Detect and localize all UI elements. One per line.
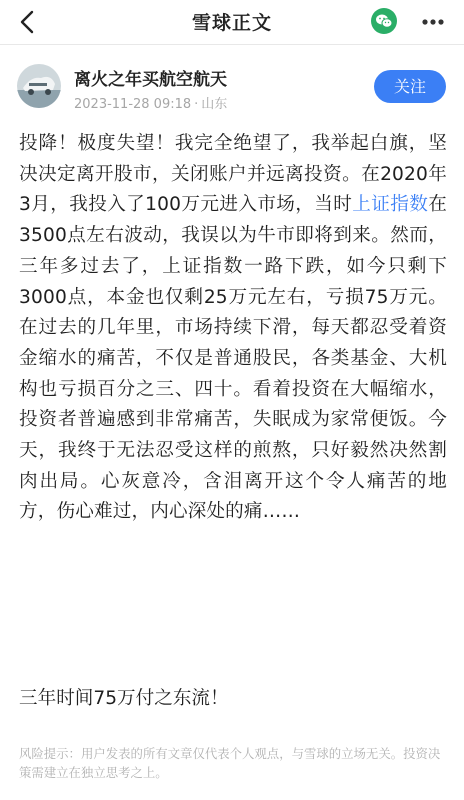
post-meta [74,93,227,112]
article-paragraph [19,129,447,528]
article-text-part-1: 投降！极度失望！我完全绝望了，我举起白旗，坚决决定离开股市，关闭账户并远离投资。在2020年3月，我投入了100万元进入市场，当时 [19,133,447,216]
post-location: 山东 [201,97,228,112]
risk-disclaimer: 风险提示：用户发表的所有文章仅代表个人观点，与雪球的立场无关。投资决策需建立在独立思考之上。 [19,746,441,780]
meta-separator: · [194,97,199,112]
avatar[interactable] [17,64,61,108]
post-date: 2023-11-28 09:18 [74,97,192,112]
stock-index-link[interactable]: 上证指数 [352,194,429,216]
wechat-icon [371,8,397,34]
top-nav-bar [0,0,464,45]
article-body [19,129,447,528]
page-title: 雪球正文 [191,12,272,34]
article-conclusion: 三年时间75万付之东流！ [19,688,229,709]
more-dots-icon [416,10,450,34]
author-header [0,52,464,114]
article-text-part-2: 在3500点左右波动，我误以为牛市即将到来。然而，三年多过去了，上证指数一路下跌，如今只剩下3000点，本金也仅剩25万元左右，亏损75万元。在过去的几年里，市场持续下滑，每天都忍受着资金缩水的痛苦，不仅是普通股民，各类基金、大机构也亏损百分之三、四十。看着投资在大幅缩水，投资者普遍感到非常痛苦，失眠成为家常便饭。今天，我终于无法忍受这样的煎熬，只好毅然决然割肉出局。心灰意冷，含泪离开这个令人痛苦的地方，伤心难过，内心深处的痛…… [19,194,447,523]
wechat-share-button[interactable] [371,8,397,34]
author-name[interactable]: 离火之年买航空航天 [74,70,227,90]
avatar-image [17,64,61,108]
follow-button[interactable]: 关注 [374,70,446,103]
more-options-button[interactable] [416,10,450,34]
